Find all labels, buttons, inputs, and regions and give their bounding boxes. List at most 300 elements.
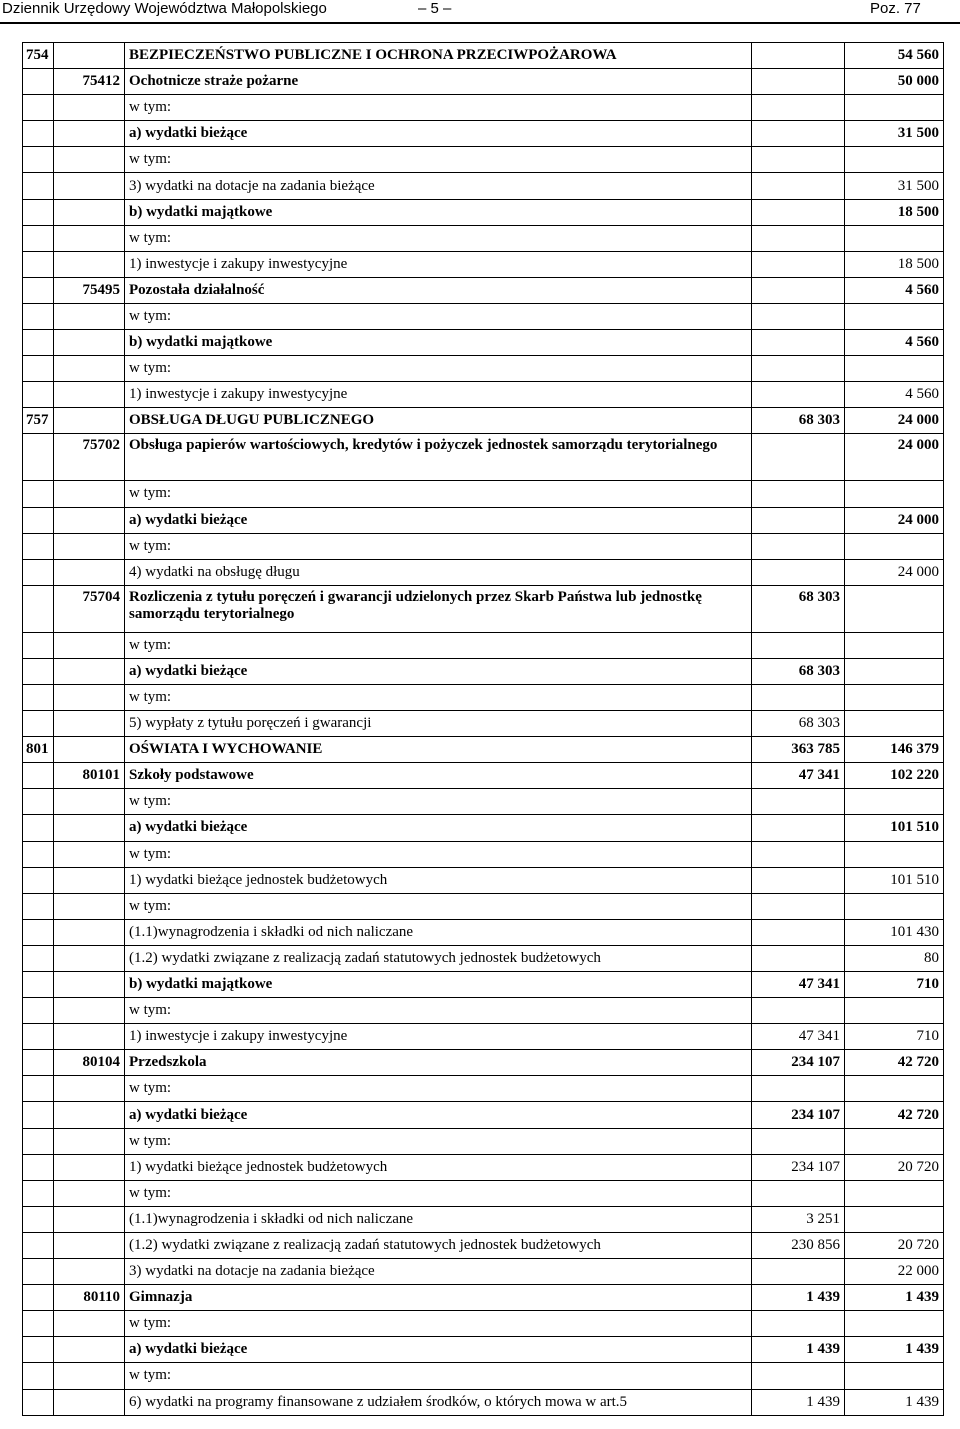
item-name-cell bbox=[125, 408, 752, 434]
amount-2-cell bbox=[845, 1128, 944, 1154]
table-row bbox=[23, 356, 944, 382]
amount-1-cell bbox=[752, 945, 845, 971]
dzial-code-cell bbox=[23, 867, 54, 893]
table-row bbox=[23, 382, 944, 408]
table-row bbox=[23, 841, 944, 867]
amount-1-cell bbox=[752, 632, 845, 658]
amount-1-cell bbox=[752, 1206, 845, 1232]
item-name-text: (1.1)wynagrodzenia i składki od nich naliczane bbox=[129, 1210, 414, 1227]
rozdzial-code-cell bbox=[54, 199, 125, 225]
amount-2-cell bbox=[845, 1206, 944, 1232]
amount-1-cell bbox=[752, 121, 845, 147]
rozdzial-code-cell bbox=[54, 225, 125, 251]
amount-1-cell bbox=[752, 303, 845, 329]
amount-1-cell bbox=[752, 919, 845, 945]
table-row bbox=[23, 893, 944, 919]
table-row bbox=[23, 1337, 944, 1363]
item-name-text: w tym: bbox=[129, 307, 172, 324]
table-row bbox=[23, 147, 944, 173]
amount-1-cell bbox=[752, 1337, 845, 1363]
item-name-cell bbox=[125, 559, 752, 585]
table-row bbox=[23, 737, 944, 763]
amount-2-cell bbox=[845, 382, 944, 408]
amount-2-text: 1 439 bbox=[905, 1341, 939, 1358]
dzial-code-cell bbox=[23, 277, 54, 303]
amount-2-cell bbox=[845, 434, 944, 481]
rozdzial-code-cell bbox=[54, 1232, 125, 1258]
amount-2-cell bbox=[845, 481, 944, 507]
table-row bbox=[23, 763, 944, 789]
table-row bbox=[23, 684, 944, 710]
dzial-code-cell bbox=[23, 658, 54, 684]
rozdzial-code-cell bbox=[54, 1102, 125, 1128]
dzial-code-text bbox=[26, 434, 53, 437]
amount-1-cell bbox=[752, 356, 845, 382]
amount-1-cell bbox=[752, 69, 845, 95]
item-name-cell bbox=[125, 356, 752, 382]
rozdzial-code-text: 80101 bbox=[82, 767, 120, 784]
dzial-code-cell bbox=[23, 1206, 54, 1232]
rozdzial-code-cell bbox=[54, 277, 125, 303]
item-name-cell bbox=[125, 69, 752, 95]
amount-1-cell bbox=[752, 1076, 845, 1102]
dzial-code-cell bbox=[23, 763, 54, 789]
amount-2-cell bbox=[845, 632, 944, 658]
dzial-code-cell bbox=[23, 121, 54, 147]
table-row bbox=[23, 1154, 944, 1180]
amount-1-cell bbox=[752, 893, 845, 919]
rozdzial-code-cell bbox=[54, 585, 125, 632]
rozdzial-code-cell bbox=[54, 408, 125, 434]
amount-1-cell bbox=[752, 1024, 845, 1050]
rozdzial-code-cell bbox=[54, 737, 125, 763]
item-name-cell bbox=[125, 1024, 752, 1050]
amount-2-text: 710 bbox=[916, 1028, 939, 1045]
item-name-cell bbox=[125, 43, 752, 69]
item-name-cell bbox=[125, 893, 752, 919]
rozdzial-code-cell bbox=[54, 1259, 125, 1285]
item-name-text: a) wydatki bieżące bbox=[129, 125, 248, 142]
item-name-text: a) wydatki bieżące bbox=[129, 662, 248, 679]
item-name-text: 4) wydatki na obsługę długu bbox=[129, 563, 300, 580]
table-row bbox=[23, 867, 944, 893]
rozdzial-code-cell bbox=[54, 867, 125, 893]
table-row bbox=[23, 972, 944, 998]
rozdzial-code-cell bbox=[54, 303, 125, 329]
amount-1-cell bbox=[752, 147, 845, 173]
amount-2-cell bbox=[845, 533, 944, 559]
amount-2-cell bbox=[845, 43, 944, 69]
table-row bbox=[23, 95, 944, 121]
amount-2-cell bbox=[845, 1337, 944, 1363]
amount-2-text: 102 220 bbox=[890, 767, 939, 784]
table-row bbox=[23, 507, 944, 533]
item-name-cell bbox=[125, 1128, 752, 1154]
dzial-code-cell bbox=[23, 147, 54, 173]
item-name-text: w tym: bbox=[129, 1315, 172, 1332]
table-row bbox=[23, 121, 944, 147]
amount-2-cell bbox=[845, 867, 944, 893]
item-name-text: a) wydatki bieżące bbox=[129, 819, 248, 836]
item-name-cell bbox=[125, 382, 752, 408]
table-row bbox=[23, 1024, 944, 1050]
table-row bbox=[23, 711, 944, 737]
amount-2-text: 42 720 bbox=[897, 1106, 939, 1123]
item-name-text: w tym: bbox=[129, 1132, 172, 1149]
amount-2-cell bbox=[845, 95, 944, 121]
table-row bbox=[23, 330, 944, 356]
amount-2-text: 1 439 bbox=[905, 1289, 939, 1306]
amount-1-cell bbox=[752, 789, 845, 815]
item-name-text: Szkoły podstawowe bbox=[129, 767, 254, 784]
amount-1-text: 363 785 bbox=[791, 741, 840, 758]
amount-2-cell bbox=[845, 815, 944, 841]
table-row bbox=[23, 1285, 944, 1311]
amount-2-cell bbox=[845, 919, 944, 945]
rozdzial-code-cell bbox=[54, 1076, 125, 1102]
item-name-cell bbox=[125, 251, 752, 277]
amount-1-cell bbox=[752, 173, 845, 199]
item-name-cell bbox=[125, 1154, 752, 1180]
table-row bbox=[23, 815, 944, 841]
amount-1-text: 47 341 bbox=[798, 976, 840, 993]
item-name-text: a) wydatki bieżące bbox=[129, 1341, 248, 1358]
dzial-code-text: 801 bbox=[26, 741, 49, 758]
amount-2-cell bbox=[845, 998, 944, 1024]
dzial-code-cell bbox=[23, 43, 54, 69]
table-row bbox=[23, 1311, 944, 1337]
rozdzial-code-cell bbox=[54, 711, 125, 737]
table-row bbox=[23, 225, 944, 251]
item-name-text: (1.2) wydatki związane z realizacją zadań statutowych jednostek budżetowych bbox=[129, 1236, 601, 1253]
amount-1-cell bbox=[752, 585, 845, 632]
item-name-cell bbox=[125, 147, 752, 173]
amount-1-cell bbox=[752, 559, 845, 585]
item-name-text: w tym: bbox=[129, 1080, 172, 1097]
amount-2-cell bbox=[845, 893, 944, 919]
amount-1-text: 68 303 bbox=[798, 588, 840, 605]
dzial-code-cell bbox=[23, 199, 54, 225]
item-name-cell bbox=[125, 533, 752, 559]
item-name-text: Ochotnicze straże pożarne bbox=[129, 73, 299, 90]
item-name-text: w tym: bbox=[129, 793, 172, 810]
item-name-text: w tym: bbox=[129, 845, 172, 862]
item-name-text: 5) wypłaty z tytułu poręczeń i gwarancji bbox=[129, 715, 372, 732]
rozdzial-code-cell bbox=[54, 658, 125, 684]
amount-2-cell bbox=[845, 173, 944, 199]
item-name-cell bbox=[125, 173, 752, 199]
item-name-cell bbox=[125, 972, 752, 998]
rozdzial-code-cell bbox=[54, 69, 125, 95]
amount-2-text: 4 560 bbox=[905, 334, 939, 351]
item-name-cell bbox=[125, 919, 752, 945]
amount-1-cell bbox=[752, 841, 845, 867]
item-name-cell bbox=[125, 121, 752, 147]
table-row bbox=[23, 481, 944, 507]
amount-2-text: 31 500 bbox=[897, 177, 939, 194]
amount-1-cell bbox=[752, 1311, 845, 1337]
table-row bbox=[23, 1180, 944, 1206]
amount-2-text bbox=[849, 586, 939, 589]
page-header bbox=[0, 0, 960, 22]
amount-2-text: 54 560 bbox=[897, 47, 939, 64]
dzial-code-cell bbox=[23, 559, 54, 585]
item-name-text: 1) wydatki bieżące jednostek budżetowych bbox=[129, 871, 388, 888]
rozdzial-code-cell bbox=[54, 559, 125, 585]
dzial-code-cell bbox=[23, 408, 54, 434]
rozdzial-code-cell bbox=[54, 1180, 125, 1206]
amount-2-cell bbox=[845, 1311, 944, 1337]
amount-2-cell bbox=[845, 1389, 944, 1415]
dzial-code-cell bbox=[23, 1389, 54, 1415]
dzial-code-cell bbox=[23, 1180, 54, 1206]
amount-2-cell bbox=[845, 1024, 944, 1050]
rozdzial-code-cell bbox=[54, 632, 125, 658]
dzial-code-cell bbox=[23, 893, 54, 919]
item-name-text: w tym: bbox=[129, 229, 172, 246]
item-name-cell bbox=[125, 684, 752, 710]
item-name-cell bbox=[125, 330, 752, 356]
rozdzial-code-cell bbox=[54, 789, 125, 815]
amount-1-cell bbox=[752, 1232, 845, 1258]
amount-1-text: 47 341 bbox=[798, 767, 840, 784]
amount-1-cell bbox=[752, 658, 845, 684]
amount-1-cell bbox=[752, 382, 845, 408]
amount-2-cell bbox=[845, 147, 944, 173]
amount-2-cell bbox=[845, 225, 944, 251]
dzial-code-cell bbox=[23, 972, 54, 998]
item-name-cell bbox=[125, 1050, 752, 1076]
amount-2-cell bbox=[845, 1259, 944, 1285]
amount-1-cell bbox=[752, 95, 845, 121]
item-name-text: w tym: bbox=[129, 360, 172, 377]
amount-2-cell bbox=[845, 737, 944, 763]
rozdzial-code-cell bbox=[54, 815, 125, 841]
amount-2-cell bbox=[845, 1180, 944, 1206]
table-row bbox=[23, 1128, 944, 1154]
item-name-text: a) wydatki bieżące bbox=[129, 1106, 248, 1123]
dzial-code-cell bbox=[23, 945, 54, 971]
item-name-text: BEZPIECZEŃSTWO PUBLICZNE I OCHRONA PRZECIWPOŻAROWA bbox=[129, 47, 617, 64]
item-name-cell bbox=[125, 1285, 752, 1311]
table-row bbox=[23, 1102, 944, 1128]
amount-2-cell bbox=[845, 1050, 944, 1076]
rozdzial-code-cell bbox=[54, 1128, 125, 1154]
amount-1-text bbox=[756, 434, 840, 437]
item-name-cell bbox=[125, 1076, 752, 1102]
rozdzial-code-cell bbox=[54, 972, 125, 998]
item-name-cell bbox=[125, 998, 752, 1024]
item-name-cell bbox=[125, 1206, 752, 1232]
amount-1-cell bbox=[752, 1128, 845, 1154]
rozdzial-code-cell bbox=[54, 173, 125, 199]
dzial-code-cell bbox=[23, 737, 54, 763]
page-number: – 5 – bbox=[418, 0, 452, 17]
dzial-code-cell bbox=[23, 69, 54, 95]
amount-2-cell bbox=[845, 1232, 944, 1258]
amount-1-cell bbox=[752, 1363, 845, 1389]
amount-2-cell bbox=[845, 972, 944, 998]
amount-2-cell bbox=[845, 356, 944, 382]
budget-table-body bbox=[23, 43, 944, 1416]
rozdzial-code-cell bbox=[54, 507, 125, 533]
rozdzial-code-cell bbox=[54, 945, 125, 971]
dzial-code-cell bbox=[23, 711, 54, 737]
rozdzial-code-cell bbox=[54, 1389, 125, 1415]
amount-2-text: 20 720 bbox=[897, 1158, 939, 1175]
dzial-code-cell bbox=[23, 1076, 54, 1102]
item-name-cell bbox=[125, 277, 752, 303]
dzial-code-cell bbox=[23, 507, 54, 533]
rozdzial-code-cell bbox=[54, 251, 125, 277]
amount-2-cell bbox=[845, 684, 944, 710]
amount-2-cell bbox=[845, 763, 944, 789]
dzial-code-cell bbox=[23, 1337, 54, 1363]
journal-title: Dziennik Urzędowy Województwa Małopolskiego bbox=[2, 0, 327, 17]
item-name-cell bbox=[125, 737, 752, 763]
table-row bbox=[23, 559, 944, 585]
amount-2-cell bbox=[845, 330, 944, 356]
amount-2-cell bbox=[845, 1285, 944, 1311]
item-name-cell bbox=[125, 1311, 752, 1337]
item-name-cell bbox=[125, 1259, 752, 1285]
amount-2-text: 4 560 bbox=[905, 281, 939, 298]
rozdzial-code-cell bbox=[54, 998, 125, 1024]
amount-2-cell bbox=[845, 1154, 944, 1180]
amount-1-cell bbox=[752, 199, 845, 225]
item-name-text: w tym: bbox=[129, 99, 172, 116]
amount-2-cell bbox=[845, 251, 944, 277]
dzial-code-cell bbox=[23, 303, 54, 329]
item-name-cell bbox=[125, 199, 752, 225]
amount-1-cell bbox=[752, 533, 845, 559]
amount-1-cell bbox=[752, 408, 845, 434]
dzial-code-cell bbox=[23, 481, 54, 507]
amount-1-cell bbox=[752, 1180, 845, 1206]
item-name-cell bbox=[125, 303, 752, 329]
amount-2-text: 24 000 bbox=[897, 563, 939, 580]
dzial-code-cell bbox=[23, 1154, 54, 1180]
dzial-code-text bbox=[26, 586, 53, 589]
rozdzial-code-cell bbox=[54, 43, 125, 69]
amount-1-text: 230 856 bbox=[791, 1236, 840, 1253]
amount-2-text: 18 500 bbox=[897, 203, 939, 220]
table-row bbox=[23, 1259, 944, 1285]
amount-1-text: 47 341 bbox=[798, 1028, 840, 1045]
amount-1-text: 1 439 bbox=[806, 1289, 840, 1306]
position-number: Poz. 77 bbox=[870, 0, 921, 17]
item-name-text: Obsługa papierów wartościowych, kredytów i pożyczek jednostek samorządu terytorialnego bbox=[129, 437, 718, 454]
amount-2-text: 1 439 bbox=[905, 1393, 939, 1410]
rozdzial-code-text: 75704 bbox=[82, 588, 120, 605]
item-name-text: b) wydatki majątkowe bbox=[129, 203, 273, 220]
item-name-cell bbox=[125, 867, 752, 893]
amount-1-cell bbox=[752, 737, 845, 763]
dzial-code-text: 754 bbox=[26, 47, 49, 64]
item-name-text: (1.1)wynagrodzenia i składki od nich naliczane bbox=[129, 923, 414, 940]
dzial-code-cell bbox=[23, 1259, 54, 1285]
amount-2-cell bbox=[845, 1363, 944, 1389]
amount-2-text: 101 510 bbox=[890, 819, 939, 836]
dzial-code-text: 757 bbox=[26, 412, 49, 429]
item-name-text: w tym: bbox=[129, 689, 172, 706]
amount-2-cell bbox=[845, 69, 944, 95]
amount-1-text: 234 107 bbox=[791, 1158, 840, 1175]
item-name-text: Przedszkola bbox=[129, 1054, 207, 1071]
rozdzial-code-cell bbox=[54, 1050, 125, 1076]
amount-1-text: 1 439 bbox=[806, 1393, 840, 1410]
item-name-text: w tym: bbox=[129, 485, 172, 502]
rozdzial-code-cell bbox=[54, 121, 125, 147]
amount-1-cell bbox=[752, 815, 845, 841]
dzial-code-cell bbox=[23, 841, 54, 867]
dzial-code-cell bbox=[23, 434, 54, 481]
table-row bbox=[23, 303, 944, 329]
dzial-code-cell bbox=[23, 919, 54, 945]
amount-2-text: 24 000 bbox=[897, 412, 939, 429]
item-name-cell bbox=[125, 1232, 752, 1258]
amount-1-text: 234 107 bbox=[791, 1106, 840, 1123]
item-name-text: 1) wydatki bieżące jednostek budżetowych bbox=[129, 1158, 388, 1175]
rozdzial-code-text: 75495 bbox=[82, 281, 120, 298]
amount-1-text: 3 251 bbox=[806, 1210, 840, 1227]
budget-table bbox=[22, 42, 944, 1416]
item-name-cell bbox=[125, 507, 752, 533]
dzial-code-cell bbox=[23, 382, 54, 408]
table-row bbox=[23, 632, 944, 658]
amount-2-text: 20 720 bbox=[897, 1236, 939, 1253]
amount-2-cell bbox=[845, 841, 944, 867]
item-name-cell bbox=[125, 585, 752, 632]
dzial-code-cell bbox=[23, 632, 54, 658]
table-row bbox=[23, 658, 944, 684]
dzial-code-cell bbox=[23, 251, 54, 277]
amount-1-text: 68 303 bbox=[798, 662, 840, 679]
amount-2-text: 101 510 bbox=[890, 871, 939, 888]
table-row bbox=[23, 1363, 944, 1389]
dzial-code-cell bbox=[23, 330, 54, 356]
item-name-text: OBSŁUGA DŁUGU PUBLICZNEGO bbox=[129, 412, 375, 429]
rozdzial-code-cell bbox=[54, 147, 125, 173]
amount-2-cell bbox=[845, 507, 944, 533]
amount-2-cell bbox=[845, 585, 944, 632]
item-name-cell bbox=[125, 481, 752, 507]
rozdzial-code-cell bbox=[54, 919, 125, 945]
item-name-text: 1) inwestycje i zakupy inwestycyjne bbox=[129, 255, 348, 272]
rozdzial-code-text: 75702 bbox=[82, 437, 120, 454]
dzial-code-cell bbox=[23, 1285, 54, 1311]
item-name-cell bbox=[125, 1389, 752, 1415]
rozdzial-code-cell bbox=[54, 841, 125, 867]
amount-2-cell bbox=[845, 658, 944, 684]
item-name-cell bbox=[125, 945, 752, 971]
table-row bbox=[23, 998, 944, 1024]
amount-2-text: 80 bbox=[924, 949, 939, 966]
amount-2-cell bbox=[845, 711, 944, 737]
item-name-text: w tym: bbox=[129, 1367, 172, 1384]
dzial-code-cell bbox=[23, 1102, 54, 1128]
item-name-text: (1.2) wydatki związane z realizacją zadań statutowych jednostek budżetowych bbox=[129, 949, 601, 966]
table-row bbox=[23, 585, 944, 632]
amount-1-text: 234 107 bbox=[791, 1054, 840, 1071]
amount-2-text: 50 000 bbox=[897, 73, 939, 90]
item-name-cell bbox=[125, 763, 752, 789]
amount-2-text: 24 000 bbox=[897, 511, 939, 528]
amount-2-text: 710 bbox=[916, 976, 939, 993]
dzial-code-cell bbox=[23, 815, 54, 841]
amount-1-cell bbox=[752, 481, 845, 507]
rozdzial-code-cell bbox=[54, 356, 125, 382]
